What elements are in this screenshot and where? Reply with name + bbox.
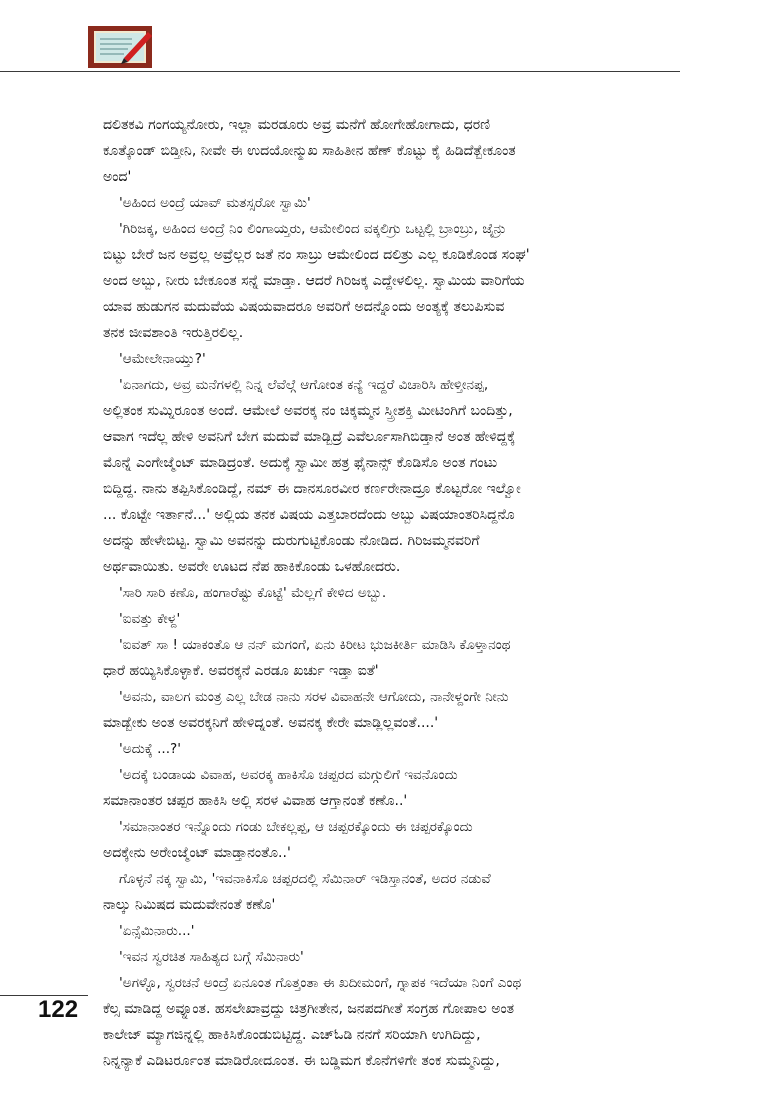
text-line: 'ಏನ್ಸೆಮಿನಾರು...'	[119, 923, 195, 939]
text-line: ಅದಕ್ಕೇನು ಅರೇಂಜ್ಮೆಂಟ್ ಮಾಡ್ತಾನಂತೊ..'	[103, 845, 291, 861]
text-line: ಬಿದ್ದಿದ್ದ. ನಾನು ತಪ್ಪಿಸಿಕೊಂಡಿದ್ದೆ, ನಮ್ ಈ ದಾನಸೂರವೀರ ಕರ್ಣರೇನಾದ್ರೂ ಕೊಟ್ಟರೋ ಇಲ್ವೋ	[103, 481, 521, 497]
header-rule	[0, 71, 680, 72]
text-line: 'ಅಹಿಂದ ಅಂದ್ರೆ ಯಾವ್ ಮತಸ್ಸರೋ ಸ್ವಾಮಿ'	[119, 195, 311, 211]
text-line: ಧಾರೆ ಹಯ್ಯಿಸಿಕೊಳ್ಳಾಕೆ. ಅವರಕ್ಕನೆ ಎರಡೂ ಖರ್ಚು ಇಡ್ತಾ ಐತೆ'	[103, 663, 379, 679]
text-line: ... ಕೊಟ್ಟೇ ಇರ್ತಾನೆ...' ಅಲ್ಲಿಯ ತನಕ ವಿಷಯ ಎತ್ತಬಾರದೆಂದು ಅಬ್ಬು ವಿಷಯಾಂತರಿಸಿದ್ದನೊ	[103, 507, 515, 523]
text-line: 'ಅದುಕ್ಕೆ ...?'	[119, 741, 181, 757]
text-line: 'ಸಾರಿ ಸಾರಿ ಕಣೊ, ಹಂಗಾರೆಷ್ಟು ಕೊಟ್ಟೆ' ಮೆಲ್ಲಗೆ ಕೇಳಿದ ಅಬ್ಬು.	[119, 585, 387, 601]
text-line: ಮಾಡ್ಬೇಕು ಅಂತ ಅವರಕ್ಕನಿಗೆ ಹೇಳಿದ್ನಂತೆ. ಅವನಕ್ಕ ಕೇರೇ ಮಾಡ್ಲಿಲ್ಲವಂತೆ....'	[103, 715, 439, 731]
text-line: ನಾಲ್ಕು ನಿಮಿಷದ ಮದುವೇನಂತೆ ಕಣೊ'	[103, 897, 276, 913]
text-line: ಆವಾಗ ಇದೆಲ್ಲ ಹೇಳಿ ಅವನಿಗೆ ಬೇಗ ಮದುವೆ ಮಾಡ್ಬಿದ್ರೆ ಎವೆರ್ಲೂಸಾಗಿಬಿಡ್ತಾನೆ ಅಂತ ಹೇಳಿದ್ದಕ್ಕೆ	[103, 429, 516, 445]
text-line: 'ಅವನು, ವಾಲಗ ಮಂತ್ರ ಎಲ್ಲ ಬೇಡ ನಾನು ಸರಳ ವಿವಾಹನೇ ಆಗೋದು, ನಾನೇಳ್ದಂಗೇ ನೀನು	[119, 689, 509, 705]
text-line: ಸಮಾನಾಂತರ ಚಪ್ಪರ ಹಾಕಿಸಿ ಅಲ್ಲಿ ಸರಳ ವಿವಾಹ ಆಗ್ತಾನಂತೆ ಕಣೊ..'	[103, 793, 408, 809]
text-line: ಯಾವ ಹುಡುಗನ ಮದುವೆಯ ವಿಷಯವಾದರೂ ಅವರಿಗೆ ಅದನ್ನೊಂದು ಅಂತ್ಯಕ್ಕೆ ತಲುಪಿಸುವ	[103, 299, 505, 315]
text-line: ಅದನ್ನು ಹೇಳೇಬಿಟ್ಟ. ಸ್ವಾಮಿ ಅವನನ್ನು ದುರುಗುಟ್ಟಿಕೊಂಡು ನೋಡಿದ. ಗಿರಿಜಮ್ಮನವರಿಗೆ	[103, 533, 480, 549]
text-line: 'ಆಮೇಲೇನಾಯ್ತು?'	[119, 351, 206, 367]
text-line: 'ಗಿರಿಜಕ್ಕ, ಅಹಿಂದ ಅಂದ್ರೆ ನಿಂ ಲಿಂಗಾಯ್ತರು, ಆಮೇಲಿಂದ ವಕ್ಕಲಿಗ್ರು ಒಟ್ಟಲ್ಲಿ ಬ್ರಾಂಬ್ರು, ಜೈನ್ರು	[119, 221, 506, 237]
text-line: ಗೊಳ್ಳನೆ ನಕ್ಕ ಸ್ವಾಮಿ, 'ಇವನಾಕಿಸೊ ಚಪ್ಪರದಲ್ಲಿ ಸೆಮಿನಾರ್ ಇಡಿಸ್ತಾನಂತೆ, ಅದರ ನಡುವೆ	[119, 871, 491, 887]
text-line: ಅಲ್ಲಿತಂಕ ಸುಮ್ನಿರೂಂತ ಅಂದೆ. ಆಮೇಲೆ ಅವರಕ್ಕ ನಂ ಚಿಕ್ಕಮ್ಮನ ಸ್ತ್ರೀಶಕ್ತಿ ಮೀಟಿಂಗಿಗೆ ಬಂದಿತ್ತು,	[103, 403, 513, 419]
text-line: 'ಅದಕ್ಕೆ ಬಂಡಾಯ ವಿವಾಹ, ಅವರಕ್ಕ ಹಾಕಿಸೊ ಚಪ್ಪರದ ಮಗ್ಗುಲಿಗೆ ಇವನೊಂದು	[119, 767, 458, 783]
text-line: ನಿನ್ನನ್ಯಾಕೆ ಎಡಿಟರ್ರೂಂತ ಮಾಡಿರೋದೂಂತ. ಈ ಬಡ್ಡಿಮಗ ಕೊನೆಗಳಿಗೇ ತಂಕ ಸುಮ್ಮನಿದ್ದು,	[103, 1053, 500, 1069]
text-line: 'ಅಗಳ್ಳೊ, ಸ್ವರಚನೆ ಅಂದ್ರೆ ಏನೂಂತ ಗೊತ್ತಂತಾ ಈ ಖದೀಮಂಗೆ, ಗ್ನಾಪಕ ಇದೆಯಾ ನಿಂಗೆ ಎಂಥ	[119, 975, 522, 991]
text-line: 'ಏನಾಗದು, ಅವ್ರ ಮನೆಗಳಲ್ಲಿ ನಿನ್ನ ಲೆವೆಲ್ಗೆ ಆಗೋಂತ ಕನ್ಯೆ ಇದ್ದರೆ ವಿಚಾರಿಸಿ ಹೇಳ್ತೀನಪ್ಪ,	[119, 377, 489, 393]
text-line: ಕೂತ್ಕೊಂಡ್ ಬಿಡ್ತೀನಿ, ನೀವೇ ಈ ಉದಯೋನ್ಮುಖ ಸಾಹಿತೀನ ಹೆಣ್ ಕೊಟ್ಟು ಕೈ ಹಿಡಿದೆತ್ಬೇಕೂಂತ	[103, 143, 516, 159]
text-line: ಕೆಲ್ಸ ಮಾಡಿದ್ದ ಅವ್ನೂಂತ. ಹಸಲೇಖಾವ್ರದ್ದು ಚಿತ್ರಗೀತೇನ, ಜನಪದಗೀತೆ ಸಂಗ್ರಹ ಗೋಪಾಲ ಅಂತ	[103, 1001, 515, 1017]
text-line: ಮೊನ್ನೆ ಎಂಗೇಜ್ಮೆಂಟ್ ಮಾಡಿದ್ರಂತೆ. ಅದುಕ್ಕೆ ಸ್ವಾಮೀ ಹತ್ರ ಫೈನಾನ್ಸ್ ಕೊಡಿಸೊ ಅಂತ ಗಂಟು	[103, 455, 498, 471]
text-line: ಅಂದ ಅಬ್ಬು, ನೀರು ಬೇಕೂಂತ ಸನ್ನೆ ಮಾಡ್ತಾ. ಆದರೆ ಗಿರಿಜಕ್ಕ ಎದ್ದೇಳಲಿಲ್ಲ. ಸ್ವಾಮಿಯ ವಾರಿಗೆಯ	[103, 273, 525, 289]
text-line: ಅರ್ಥವಾಯಿತು. ಅವರೇ ಊಟದ ನೆಪ ಹಾಕಿಕೊಂಡು ಒಳಹೋದರು.	[103, 559, 401, 575]
text-line: ಅಂದ'	[103, 169, 132, 185]
text-line: 'ಸಮಾನಾಂತರ ಇನ್ನೊಂದು ಗಂಡು ಬೇಕಲ್ಲಪ್ಪ, ಆ ಚಪ್ಪರಕ್ಕೊಂದು ಈ ಚಪ್ಪರಕ್ಕೊಂದು	[119, 819, 473, 835]
text-line: ಕಾಲೇಜ್ ಮ್ಯಾಗಜಿನ್ನಲ್ಲಿ ಹಾಕಿಸಿಕೊಂಡುಬಿಟ್ಟಿದ್ದ. ಎಚ್ಓಡಿ ನನಗೆ ಸರಿಯಾಗಿ ಉಗಿದಿದ್ದು,	[103, 1027, 481, 1043]
text-line: ತನಕ ಜೀವಶಾಂತಿ ಇರುತ್ತಿರಲಿಲ್ಲ.	[103, 325, 244, 341]
notepad-pen-icon	[86, 24, 154, 70]
page-number: 122	[38, 996, 79, 1023]
article-body	[103, 112, 673, 1074]
text-line: 'ಇವನ ಸ್ವರಚಿತ ಸಾಹಿತ್ಯದ ಬಗ್ಗೆ ಸೆಮಿನಾರು'	[119, 949, 304, 965]
text-line: ಬಿಟ್ಟು ಬೇರೆ ಜನ ಅವ್ರಲ್ಲ ಅವ್ರೆಲ್ಲರ ಜತೆ ನಂ ಸಾಬ್ರು ಆಮೇಲಿಂದ ದಲಿತ್ರು ಎಲ್ಲ ಕೂಡಿಕೊಂಡ ಸಂಘ'	[103, 247, 530, 263]
text-line: ದಲಿತಕವಿ ಗಂಗಯ್ಯನೋರು, ಇಲ್ಲಾ ಮರಡೂರು ಅವ್ರ ಮನೆಗೆ ಹೋಗೇಹೋಗಾದು, ಧರಣಿ	[103, 117, 491, 133]
text-line: 'ಐವತ್ತು ಕೇಳ್ದ'	[119, 611, 181, 627]
text-line: 'ಐವತ್ ಸಾ ! ಯಾಕಂತೊ ಆ ನನ್ ಮಗಂಗೆ, ಏನು ಕಿರೀಟ ಭುಜಕೀರ್ತಿ ಮಾಡಿಸಿ ಕೊಳ್ತಾನಂಥ	[119, 637, 511, 653]
